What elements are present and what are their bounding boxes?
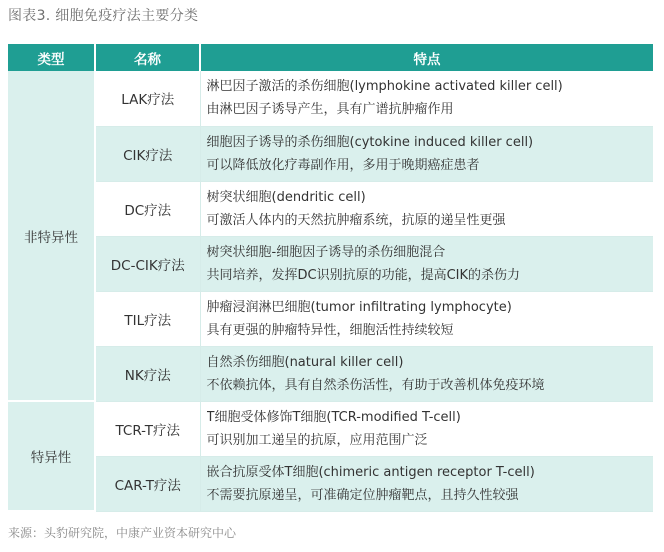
therapy-classification-table bbox=[8, 44, 653, 512]
feature-line: 共同培养，发挥DC识别抗原的功能，提高CIK的杀伤力 bbox=[206, 267, 521, 283]
feature-line: 可激活人体内的天然抗肿瘤系统，抗原的递呈性更强 bbox=[206, 212, 506, 228]
method-name: LAK疗法 bbox=[95, 71, 200, 126]
feature-line: 不需要抗原递呈，可准确定位肿瘤靶点，且持久性较强 bbox=[206, 487, 519, 503]
table-row bbox=[8, 71, 653, 126]
feature-line: 树突状细胞-细胞因子诱导的杀伤细胞混合 bbox=[206, 244, 446, 260]
figure-title: 图表3. 细胞免疫疗法主要分类 bbox=[8, 8, 199, 24]
method-name: TIL疗法 bbox=[95, 291, 200, 346]
feature-line: 由淋巴因子诱导产生，具有广谱抗肿瘤作用 bbox=[206, 102, 454, 118]
feature-line: 可识别加工递呈的抗原，应用范围广泛 bbox=[206, 432, 428, 448]
method-features bbox=[200, 456, 653, 511]
feature-line: 肿瘤浸润淋巴细胞(tumor infiltrating lymphocyte) bbox=[206, 299, 512, 315]
feature-line: 具有更强的肿瘤特异性，细胞活性持续较短 bbox=[206, 322, 454, 338]
therapy-table-container bbox=[8, 44, 653, 512]
method-features bbox=[200, 236, 653, 291]
feature-line: 树突状细胞(dendritic cell) bbox=[206, 189, 366, 205]
feature-line: 嵌合抗原受体T细胞(chimeric antigen receptor T-cell) bbox=[206, 464, 535, 480]
header-features: 特点 bbox=[200, 44, 653, 71]
table-row bbox=[8, 401, 653, 456]
method-features bbox=[200, 126, 653, 181]
method-features bbox=[200, 181, 653, 236]
header-name: 名称 bbox=[95, 44, 200, 71]
method-features bbox=[200, 71, 653, 126]
method-name: TCR-T疗法 bbox=[95, 401, 200, 456]
table-row bbox=[8, 126, 653, 181]
feature-line: 淋巴因子激活的杀伤细胞(lymphokine activated killer cell) bbox=[206, 79, 563, 95]
feature-line: 可以降低放化疗毒副作用，多用于晚期癌症患者 bbox=[206, 157, 480, 173]
feature-line: 自然杀伤细胞(natural killer cell) bbox=[206, 354, 404, 370]
method-features bbox=[200, 401, 653, 456]
group-nonspecific: 非特异性 bbox=[8, 71, 95, 401]
table-row bbox=[8, 456, 653, 511]
table-row bbox=[8, 236, 653, 291]
method-features bbox=[200, 346, 653, 401]
group-specific: 特异性 bbox=[8, 401, 95, 511]
method-name: CIK疗法 bbox=[95, 126, 200, 181]
method-name: CAR-T疗法 bbox=[95, 456, 200, 511]
feature-line: T细胞受体修饰T细胞(TCR-modified T-cell) bbox=[206, 409, 461, 425]
feature-line: 不依赖抗体，具有自然杀伤活性，有助于改善机体免疫环境 bbox=[206, 377, 545, 393]
feature-line: 细胞因子诱导的杀伤细胞(cytokine induced killer cell) bbox=[206, 134, 534, 150]
header-type: 类型 bbox=[8, 44, 95, 71]
table-row bbox=[8, 291, 653, 346]
method-name: DC疗法 bbox=[95, 181, 200, 236]
table-header-row bbox=[8, 44, 653, 71]
method-name: DC-CIK疗法 bbox=[95, 236, 200, 291]
table-row bbox=[8, 346, 653, 401]
method-features bbox=[200, 291, 653, 346]
table-row bbox=[8, 181, 653, 236]
method-name: NK疗法 bbox=[95, 346, 200, 401]
source-note: 来源：头豹研究院，中康产业资本研究中心 bbox=[8, 526, 237, 540]
